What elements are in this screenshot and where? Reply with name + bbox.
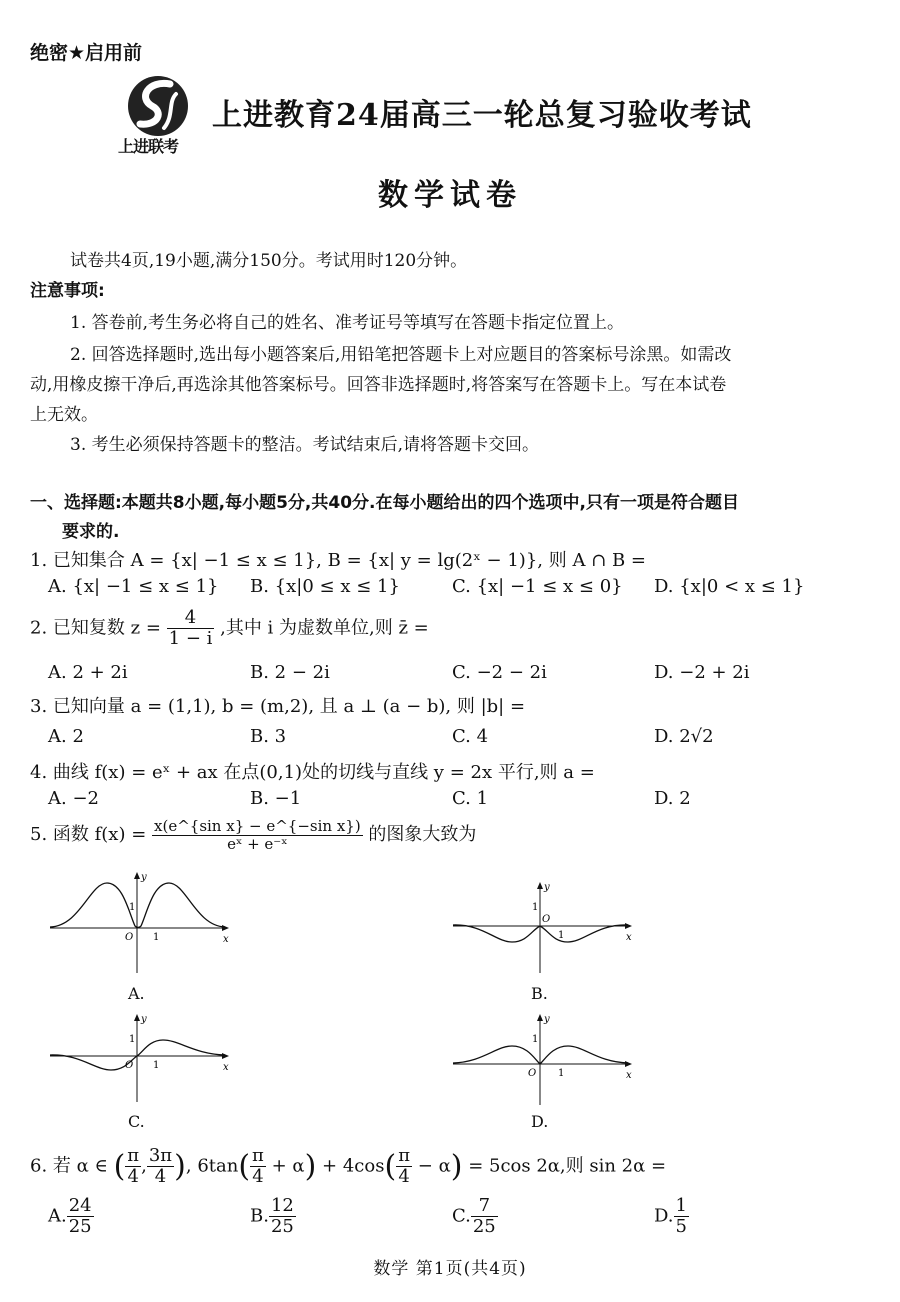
section-heading-cont: 要求的.	[62, 522, 120, 542]
question-5-option-a: A.	[128, 984, 145, 1003]
paper-title: 数学试卷	[378, 178, 522, 213]
question-5-option-d: D.	[531, 1112, 549, 1131]
question-6-stem: 6. 若 α ∈ ( $\frac{\pi}{4}$ , $\frac{3\pi}{4}$ ), 6tan( $\frac{\pi}{4}$ + α) + 4cos( $\frac{\pi}{4}$ − α) = 5cos 2α,则 sin 2α =	[30, 1145, 667, 1187]
question-1-option-c: C. {x| −1 ≤ x ≤ 0}	[452, 576, 623, 597]
notice-item-2: 2. 回答选择题时,选出每小题答案后,用铅笔把答题卡上对应题目的答案标号涂黑。如需改	[70, 345, 732, 365]
tick-x-label: 1	[558, 930, 565, 941]
question-4-option-a: A. −2	[48, 788, 99, 809]
axis-y-label: y	[544, 882, 550, 893]
origin-label: O	[125, 1060, 134, 1071]
tan-fraction: $\frac{\pi}{4}$	[252, 1145, 264, 1187]
question-5-post: 的图象大致为	[368, 824, 477, 845]
question-1-option-d: D. {x|0 < x ≤ 1}	[654, 576, 805, 597]
interval-right: $\frac{3\pi}{4}$	[148, 1145, 173, 1187]
question-6-tan: , 6tan	[185, 1155, 239, 1177]
interval-left: $\frac{\pi}{4}$	[127, 1145, 140, 1187]
confidential-label: 绝密★启用前	[30, 42, 143, 64]
question-3-option-d: D. 2√2	[654, 726, 714, 747]
notice-item-1: 1. 答卷前,考生务必将自己的姓名、准考证号等填写在答题卡指定位置上。	[70, 313, 625, 333]
question-5-stem	[30, 818, 476, 852]
question-3-option-c: C. 4	[452, 726, 489, 747]
tick-x-label: 1	[153, 932, 160, 943]
question-5-option-c: C.	[128, 1112, 145, 1131]
question-2-stem	[30, 608, 429, 649]
axis-x-label: x	[223, 1062, 229, 1073]
question-2-option-c: C. −2 − 2i	[452, 662, 547, 683]
page-footer: 数学 第1页(共4页)	[373, 1259, 527, 1279]
question-2-option-b: B. 2 − 2i	[250, 662, 330, 683]
tick-y-label: 1	[129, 902, 136, 913]
notice-item-2-end: 上无效。	[30, 405, 98, 425]
exam-summary: 试卷共4页,19小题,满分150分。考试用时120分钟。	[70, 251, 468, 271]
question-5-graph-b	[448, 878, 638, 978]
question-4-option-b: B. −1	[250, 788, 302, 809]
question-6-cos: + 4cos	[322, 1155, 385, 1177]
question-6-option-d: D. $\frac{1}{5}$	[654, 1195, 687, 1237]
question-5-graph-a	[45, 868, 235, 980]
question-4-option-d: D. 2	[654, 788, 691, 809]
question-2-pre: 2. 已知复数 z =	[30, 617, 161, 639]
exam-title: 上进教育24届高三一轮总复习验收考试	[212, 98, 752, 133]
origin-label: O	[125, 932, 134, 943]
question-4-stem: 4. 曲线 f(x) = eˣ + ax 在点(0,1)处的切线与直线 y = 2x 平行,则 a =	[30, 762, 595, 783]
axis-y-label: y	[544, 1014, 550, 1025]
tick-y-label: 1	[532, 1034, 539, 1045]
question-1-option-a: A. {x| −1 ≤ x ≤ 1}	[48, 576, 219, 597]
question-5-pre: 5. 函数 f(x) =	[30, 824, 147, 845]
question-2-option-d: D. −2 + 2i	[654, 662, 750, 683]
question-2-post: ,其中 i 为虚数单位,则 z̄ =	[220, 617, 429, 639]
axis-x-label: x	[223, 934, 229, 945]
question-6-option-a: A. $\frac{24}{25}$	[48, 1195, 92, 1237]
question-6-plus-alpha: + α	[271, 1155, 305, 1177]
question-1-stem: 1. 已知集合 A = {x| −1 ≤ x ≤ 1}, B = {x| y = lg(2ˣ − 1)}, 则 A ∩ B =	[30, 550, 647, 571]
axis-y-label: y	[141, 872, 147, 883]
tick-x-label: 1	[153, 1060, 160, 1071]
axis-x-label: x	[626, 932, 632, 943]
question-5-option-b: B.	[531, 984, 548, 1003]
notice-heading: 注意事项:	[30, 281, 105, 301]
question-2-fraction: $\frac{4}{1 - i}$	[168, 607, 213, 649]
origin-label: O	[542, 914, 551, 925]
question-5-graph-c	[45, 1010, 235, 1110]
question-6-post: = 5cos 2α,则 sin 2α =	[468, 1155, 667, 1177]
question-5-graph-d	[448, 1010, 638, 1110]
tick-y-label: 1	[129, 1034, 136, 1045]
section-heading: 一、选择题:本题共8小题,每小题5分,共40分.在每小题给出的四个选项中,只有一项是符合题目	[30, 493, 739, 513]
question-2-option-a: A. 2 + 2i	[48, 662, 128, 683]
origin-label: O	[528, 1068, 537, 1079]
notice-item-3: 3. 考生必须保持答题卡的整洁。考试结束后,请将答题卡交回。	[70, 435, 540, 455]
cos-fraction: $\frac{\pi}{4}$	[398, 1145, 411, 1187]
question-3-option-a: A. 2	[48, 726, 84, 747]
question-6-option-b: B. $\frac{12}{25}$	[250, 1195, 294, 1237]
logo-text: 上进联考	[118, 137, 179, 156]
question-5-fraction: $\frac{\text{x(e\textasciicircum{}\{sin x\} − e\textasciicircum{}\{−sin x\})}}{\text{eˣ + e⁻ˣ}}$	[154, 817, 361, 853]
question-6-minus-alpha: − α	[417, 1155, 451, 1177]
question-4-option-c: C. 1	[452, 788, 489, 809]
question-6-pre: 6. 若 α ∈	[30, 1155, 108, 1177]
axis-x-label: x	[626, 1070, 632, 1081]
question-3-option-b: B. 3	[250, 726, 287, 747]
question-3-stem: 3. 已知向量 a = (1,1), b = (m,2), 且 a ⊥ (a − b), 则 |b| =	[30, 696, 526, 717]
axis-y-label: y	[141, 1014, 147, 1025]
tick-y-label: 1	[532, 902, 539, 913]
notice-item-2-cont: 动,用橡皮擦干净后,再选涂其他答案标号。回答非选择题时,将答案写在答题卡上。写在本试卷	[30, 375, 727, 395]
tick-x-label: 1	[558, 1068, 565, 1079]
question-6-option-c: C. $\frac{7}{25}$	[452, 1195, 496, 1237]
question-1-option-b: B. {x|0 ≤ x ≤ 1}	[250, 576, 400, 597]
